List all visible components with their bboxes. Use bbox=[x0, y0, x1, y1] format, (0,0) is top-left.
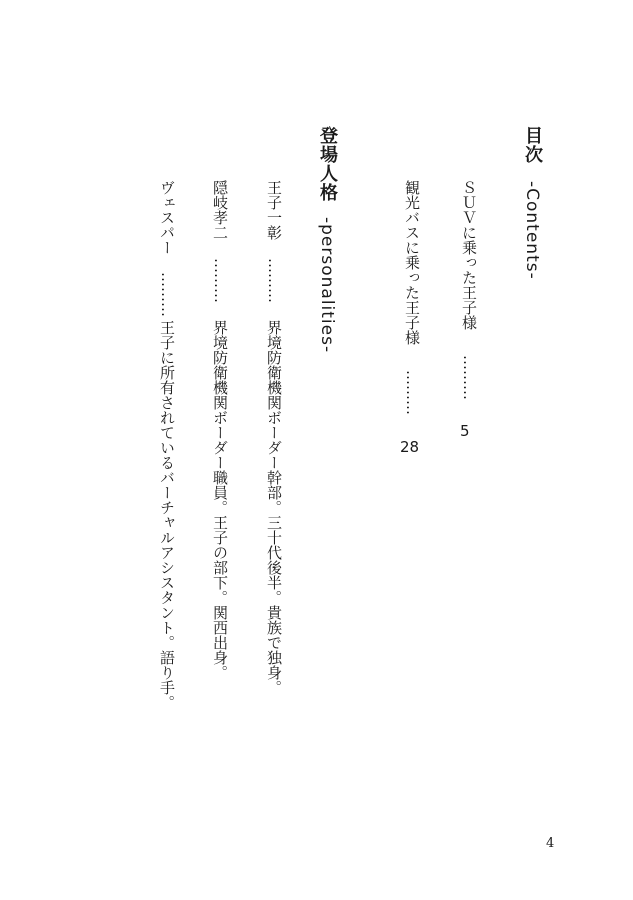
characters-heading-title: 登場人格 bbox=[317, 126, 338, 202]
characters-heading-sub: -personalities- bbox=[317, 217, 337, 354]
character-1-leader: ……… bbox=[265, 258, 283, 303]
toc-heading-title: 目次 bbox=[522, 126, 543, 164]
character-2-desc: 界境防衛機関ボーダー職員。王子の部下。関西出身。 bbox=[211, 320, 229, 680]
character-3-name: ヴェスパー bbox=[158, 180, 176, 255]
toc-entry-1-title[interactable]: ＳＵＶに乗った王子様 bbox=[460, 180, 478, 330]
character-1-desc: 界境防衛機関ボーダー幹部。三十代後半。貴族で独身。 bbox=[265, 320, 283, 695]
character-3-desc: 王子に所有されているバーチャルアシスタント。語り手。 bbox=[158, 320, 176, 710]
toc-entry-2-title[interactable]: 観光バスに乗った王子様 bbox=[403, 180, 421, 345]
character-2-name: 隠岐孝二 bbox=[211, 180, 229, 240]
toc-heading bbox=[523, 126, 541, 280]
character-1-name: 王子一彰 bbox=[265, 180, 283, 240]
toc-heading-sub: -Contents- bbox=[522, 181, 542, 281]
toc-entry-2-page: 28 bbox=[400, 438, 420, 456]
characters-heading bbox=[318, 126, 336, 353]
toc-entry-2-leader: ……… bbox=[403, 370, 421, 415]
page-number: 4 bbox=[546, 836, 555, 851]
toc-entry-1-leader: ……… bbox=[460, 355, 478, 400]
character-2-leader: ……… bbox=[211, 258, 229, 303]
toc-entry-1-page: 5 bbox=[460, 422, 470, 440]
character-3-leader: ……… bbox=[158, 272, 176, 317]
